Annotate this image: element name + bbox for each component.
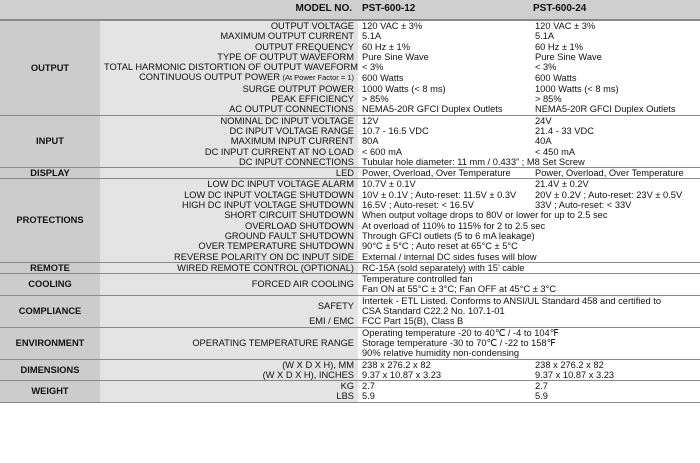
- spec-row: [0, 262, 700, 273]
- spec-row: [0, 42, 700, 52]
- model-2-value: 40A: [529, 136, 700, 146]
- header-corner: [0, 0, 100, 20]
- cooling-group-label: COOLING: [0, 274, 100, 296]
- param-text: OVER TEMPERATURE SHUTDOWN: [198, 241, 354, 252]
- value-line: Operating temperature -20 to 40℃ / -4 to 104℉: [362, 327, 559, 338]
- model-1-value: Power, Overload, Over Temperature: [358, 168, 529, 179]
- spec-row: [0, 72, 700, 83]
- param-label: SAFETY: [100, 295, 358, 316]
- spec-row: [0, 391, 700, 402]
- value-line: Storage temperature -30 to 70℃ / -22 to 158℉: [362, 337, 556, 348]
- param-label: [100, 221, 358, 231]
- param-text: TOTAL HARMONIC DISTORTION OF OUTPUT WAVEFORM: [104, 62, 358, 73]
- param-note: (At Power Factor = 1): [282, 73, 354, 83]
- spec-row: [0, 52, 700, 62]
- param-text: SURGE OUTPUT POWER: [242, 83, 354, 94]
- model-2-value: 1000 Watts (< 8 ms): [529, 84, 700, 94]
- param-label: EMI / EMC: [100, 316, 358, 327]
- param-label: [100, 168, 358, 179]
- spec-row: [0, 231, 700, 241]
- param-label: [100, 370, 358, 381]
- model-1-value: 5.9: [358, 391, 529, 402]
- param-text: OUTPUT FREQUENCY: [254, 41, 354, 52]
- weight-group-label: WEIGHT: [0, 381, 100, 403]
- param-text: DC INPUT VOLTAGE RANGE: [229, 125, 354, 136]
- param-text: TYPE OF OUTPUT WAVEFORM: [217, 51, 354, 62]
- model-2-value: 238 x 276.2 x 82: [529, 359, 700, 370]
- spec-row: [0, 94, 700, 104]
- model-1-value: 10.7V ± 0.1V: [358, 179, 529, 190]
- value-line: Intertek - ETL Listed. Conforms to ANSI/UL Standard 458 and certified to: [362, 295, 662, 306]
- model-2-value: 20V ± 0.2V ; Auto-reset: 23V ± 0.5V: [529, 190, 700, 200]
- param-label: [100, 126, 358, 136]
- spec-row: [0, 381, 700, 392]
- model-1-value: 600 Watts: [358, 72, 529, 83]
- model-2-value: > 85%: [529, 94, 700, 104]
- shared-value: Tubular hole diameter: 11 mm / 0.433” ; M8 Set Screw: [358, 157, 700, 168]
- model-2-value: 600 Watts: [529, 72, 700, 83]
- spec-row: [0, 147, 700, 157]
- shared-value: 90°C ± 5°C ; Auto reset at 65°C ± 5°C: [358, 241, 700, 251]
- spec-row: [0, 136, 700, 146]
- remote-group-label: REMOTE: [0, 262, 100, 273]
- spec-row: [0, 241, 700, 251]
- spec-row: [0, 295, 700, 316]
- param-text: CONTINUOUS OUTPUT POWER: [139, 72, 280, 83]
- model-1-value: 12V: [358, 115, 529, 126]
- param-label: [100, 147, 358, 157]
- param-text: LBS: [336, 391, 354, 402]
- spec-row: [0, 210, 700, 220]
- model-2-value: 5.9: [529, 391, 700, 402]
- shared-value: [358, 274, 700, 296]
- param-text: LED: [335, 168, 354, 179]
- param-label: [100, 231, 358, 241]
- spec-row: [0, 274, 700, 296]
- spec-row: [0, 104, 700, 115]
- param-text: GROUND FAULT SHUTDOWN: [224, 230, 354, 241]
- model-2-value: 5.1A: [529, 31, 700, 41]
- param-label: [100, 391, 358, 402]
- model-1-value: 5.1A: [358, 31, 529, 41]
- param-label: [100, 157, 358, 168]
- shared-value: When output voltage drops to 80V or lower for up to 2.5 sec: [358, 210, 700, 220]
- model-2-value: 33V ; Auto-reset: < 33V: [529, 200, 700, 210]
- param-label: [100, 381, 358, 392]
- protections-group-label: PROTECTIONS: [0, 179, 100, 262]
- model-no-label: MODEL NO.: [100, 0, 358, 20]
- model-1-value: 60 Hz ± 1%: [358, 42, 529, 52]
- shared-value: [358, 327, 700, 359]
- param-text: WIRED REMOTE CONTROL (OPTIONAL): [177, 262, 354, 273]
- param-text: PEAK EFFICIENCY: [271, 94, 354, 105]
- param-text: (W X D X H), MM: [282, 359, 354, 370]
- shared-value: External / internal DC sides fuses will blow: [358, 252, 700, 263]
- param-label: [100, 42, 358, 52]
- value-line: Fan ON at 55°C ± 3°C; Fan OFF at 45°C ± 3°C: [362, 284, 557, 295]
- model-1-value: 120 VAC ± 3%: [358, 20, 529, 31]
- param-label: [100, 94, 358, 104]
- param-text: NOMINAL DC INPUT VOLTAGE: [220, 115, 354, 126]
- param-label: [100, 241, 358, 251]
- param-label: [100, 115, 358, 126]
- header-row: [0, 0, 700, 20]
- model-2-value: < 450 mA: [529, 147, 700, 157]
- model-2-value: Power, Overload, Over Temperature: [529, 168, 700, 179]
- model-1-value: NEMA5-20R GFCI Duplex Outlets: [358, 104, 529, 115]
- param-text: SHORT CIRCUIT SHUTDOWN: [224, 210, 354, 221]
- model-1-value: 2.7: [358, 381, 529, 392]
- param-label: [100, 262, 358, 273]
- model-2-value: NEMA5-20R GFCI Duplex Outlets: [529, 104, 700, 115]
- spec-row: [0, 359, 700, 370]
- model-2-value: 24V: [529, 115, 700, 126]
- value-line: Temperature controlled fan: [362, 274, 473, 285]
- compliance-group-label: COMPLIANCE: [0, 295, 100, 327]
- shared-value: Through GFCI outlets (5 to 6 mA leakage): [358, 231, 700, 241]
- model-2-value: 2.7: [529, 381, 700, 392]
- param-text: (W X D X H), INCHES: [262, 369, 354, 380]
- model-2-value: 21.4V ± 0.2V: [529, 179, 700, 190]
- param-text: MAXIMUM INPUT CURRENT: [230, 136, 354, 147]
- spec-row: [0, 179, 700, 190]
- spec-row: [0, 370, 700, 381]
- spec-row: [0, 20, 700, 31]
- model-2-value: Pure Sine Wave: [529, 52, 700, 62]
- param-text: AC OUTPUT CONNECTIONS: [229, 104, 354, 115]
- param-label: [100, 52, 358, 62]
- dimensions-group-label: DIMENSIONS: [0, 359, 100, 381]
- spec-row: [0, 84, 700, 94]
- param-label: [100, 31, 358, 41]
- param-text: DC INPUT CURRENT AT NO LOAD: [204, 146, 354, 157]
- output-group-label: OUTPUT: [0, 20, 100, 115]
- param-text: OUTPUT VOLTAGE: [270, 21, 354, 31]
- spec-row: [0, 168, 700, 179]
- spec-row: [0, 316, 700, 327]
- model-1-value: < 3%: [358, 62, 529, 72]
- param-label: [100, 359, 358, 370]
- param-label: [100, 84, 358, 94]
- param-text: OVERLOAD SHUTDOWN: [245, 220, 354, 231]
- param-label: [100, 190, 358, 200]
- param-label: [100, 104, 358, 115]
- model-1-value: Pure Sine Wave: [358, 52, 529, 62]
- spec-row: [0, 157, 700, 168]
- shared-value: [358, 295, 700, 316]
- param-text: LOW DC INPUT VOLTAGE ALARM: [207, 179, 354, 190]
- spec-row: [0, 62, 700, 72]
- model-2-value: < 3%: [529, 62, 700, 72]
- model-2-value: 9.37 x 10.87 x 3.23: [529, 370, 700, 381]
- input-group-label: INPUT: [0, 115, 100, 167]
- shared-value: FCC Part 15(B), Class B: [358, 316, 700, 327]
- model-1-value: 238 x 276.2 x 82: [358, 359, 529, 370]
- spec-row: [0, 126, 700, 136]
- value-line: 90% relative humidity non-condensing: [362, 348, 520, 359]
- spec-row: [0, 327, 700, 359]
- spec-row: [0, 221, 700, 231]
- model-1-value: 1000 Watts (< 8 ms): [358, 84, 529, 94]
- param-label: [100, 200, 358, 210]
- model-1-value: 10V ± 0.1V ; Auto-reset: 11.5V ± 0.3V: [358, 190, 529, 200]
- param-text: HIGH DC INPUT VOLTAGE SHUTDOWN: [181, 200, 354, 211]
- shared-value: At overload of 110% to 115% for 2 to 2.5 sec: [358, 221, 700, 231]
- param-text: LOW DC INPUT VOLTAGE SHUTDOWN: [184, 189, 354, 200]
- model-2-value: 60 Hz ± 1%: [529, 42, 700, 52]
- model-1-name: PST-600-12: [358, 0, 529, 20]
- model-1-value: 16.5V ; Auto-reset: < 16.5V: [358, 200, 529, 210]
- param-label: [100, 210, 358, 220]
- param-text: MAXIMUM OUTPUT CURRENT: [220, 31, 354, 42]
- param-label: OPERATING TEMPERATURE RANGE: [100, 327, 358, 359]
- param-label: [100, 252, 358, 263]
- shared-value: RC-15A (sold separately) with 15’ cable: [358, 262, 700, 273]
- param-label: [100, 136, 358, 146]
- param-label: FORCED AIR COOLING: [100, 274, 358, 296]
- spec-row: [0, 200, 700, 210]
- display-group-label: DISPLAY: [0, 168, 100, 179]
- spec-row: [0, 190, 700, 200]
- param-text: DC INPUT CONNECTIONS: [238, 156, 354, 167]
- param-label: [100, 179, 358, 190]
- param-label: [100, 20, 358, 31]
- value-line: CSA Standard C22.2 No. 107.1-01: [362, 306, 505, 317]
- model-2-value: 21.4 - 33 VDC: [529, 126, 700, 136]
- model-1-value: 10.7 - 16.5 VDC: [358, 126, 529, 136]
- model-1-value: 80A: [358, 136, 529, 146]
- param-text: REVERSE POLARITY ON DC INPUT SIDE: [174, 251, 354, 262]
- param-text: KG: [340, 381, 354, 392]
- model-1-value: 9.37 x 10.87 x 3.23: [358, 370, 529, 381]
- model-1-value: < 600 mA: [358, 147, 529, 157]
- model-2-name: PST-600-24: [529, 0, 700, 20]
- spec-row: [0, 252, 700, 263]
- environment-group-label: ENVIRONMENT: [0, 327, 100, 359]
- model-2-value: 120 VAC ± 3%: [529, 20, 700, 31]
- spec-row: [0, 115, 700, 126]
- model-1-value: > 85%: [358, 94, 529, 104]
- param-label: [100, 72, 358, 83]
- spec-table-body: [0, 20, 700, 402]
- spec-row: [0, 31, 700, 41]
- param-label: [100, 62, 358, 72]
